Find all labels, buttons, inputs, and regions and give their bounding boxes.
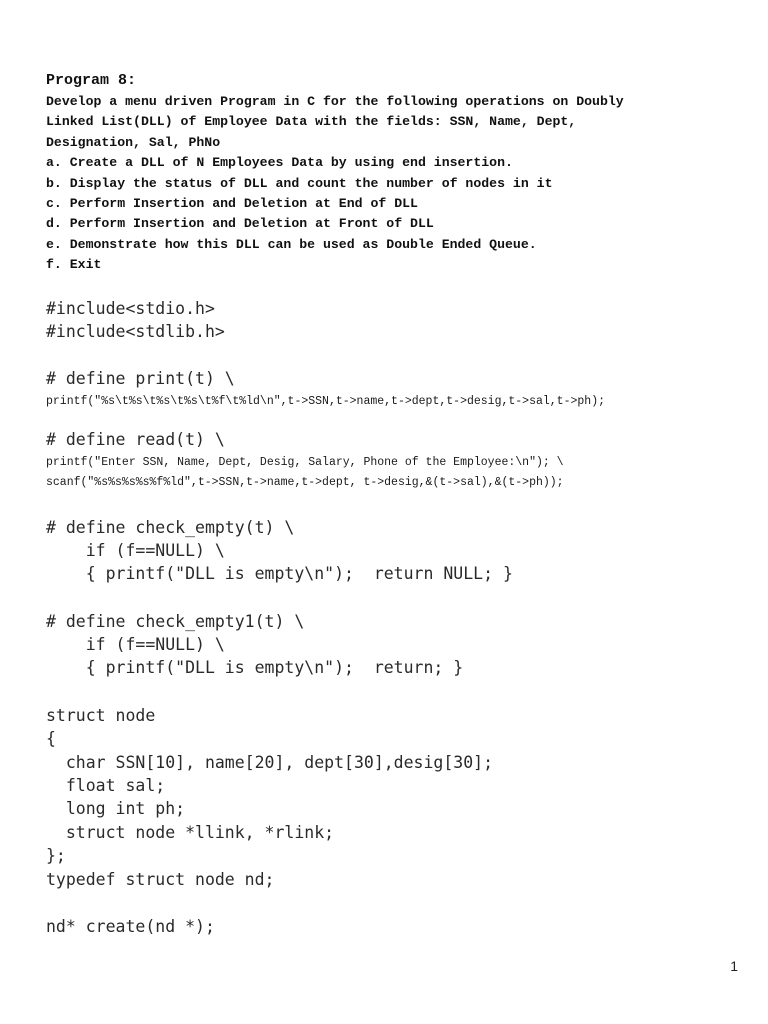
menu-option-b: b. Display the status of DLL and count the number of nodes in it bbox=[46, 175, 553, 191]
code-field-chars: char SSN[10], name[20], dept[30],desig[30]; bbox=[46, 753, 494, 772]
code-check-empty1-if: if (f==NULL) \ bbox=[46, 635, 225, 654]
code-define-check-empty1: # define check_empty1(t) \ bbox=[46, 612, 305, 631]
code-field-links: struct node *llink, *rlink; bbox=[46, 823, 335, 842]
menu-option-a: a. Create a DLL of N Employees Data by using end insertion. bbox=[46, 155, 513, 171]
code-close-brace: }; bbox=[46, 846, 66, 865]
code-include-stdlib: #include<stdlib.h> bbox=[46, 322, 225, 341]
code-include-stdio: #include<stdio.h> bbox=[46, 299, 215, 318]
code-define-check-empty: # define check_empty(t) \ bbox=[46, 518, 295, 537]
code-field-ph: long int ph; bbox=[46, 799, 186, 818]
code-read-body-1: printf("Enter SSN, Name, Dept, Desig, Salary, Phone of the Employee:\n"); \ bbox=[46, 456, 564, 469]
menu-option-f: f. Exit bbox=[46, 257, 102, 273]
code-struct-node: struct node bbox=[46, 706, 156, 725]
code-define-print: # define print(t) \ bbox=[46, 369, 235, 388]
code-open-brace: { bbox=[46, 729, 56, 748]
code-print-body: printf("%s\t%s\t%s\t%s\t%f\t%ld\n",t->SSN,t->name,t->dept,t->desig,t->sal,t->ph); bbox=[46, 395, 605, 408]
menu-option-c: c. Perform Insertion and Deletion at End of DLL bbox=[46, 196, 418, 212]
description-line-2: Linked List(DLL) of Employee Data with the fields: SSN, Name, Dept, bbox=[46, 114, 577, 130]
code-read-body-2: scanf("%s%s%s%s%f%ld",t->SSN,t->name,t->dept, t->desig,&(t->sal),&(t->ph)); bbox=[46, 476, 564, 489]
code-check-empty1-body: { printf("DLL is empty\n"); return; } bbox=[46, 658, 464, 677]
page-number: 1 bbox=[730, 958, 738, 974]
program-title: Program 8: bbox=[46, 72, 137, 89]
menu-option-d: d. Perform Insertion and Deletion at Front of DLL bbox=[46, 216, 434, 232]
description-line-1: Develop a menu driven Program in C for the following operations on Doubly bbox=[46, 94, 624, 109]
program-header bbox=[46, 70, 746, 276]
code-typedef: typedef struct node nd; bbox=[46, 870, 275, 889]
code-field-sal: float sal; bbox=[46, 776, 166, 795]
code-define-read: # define read(t) \ bbox=[46, 430, 225, 449]
code-check-empty-if: if (f==NULL) \ bbox=[46, 541, 225, 560]
description-line-3: Designation, Sal, PhNo bbox=[46, 134, 221, 150]
menu-option-e: e. Demonstrate how this DLL can be used as Double Ended Queue. bbox=[46, 236, 537, 252]
code-check-empty-body: { printf("DLL is empty\n"); return NULL; } bbox=[46, 564, 513, 583]
code-create-prototype: nd* create(nd *); bbox=[46, 917, 215, 936]
